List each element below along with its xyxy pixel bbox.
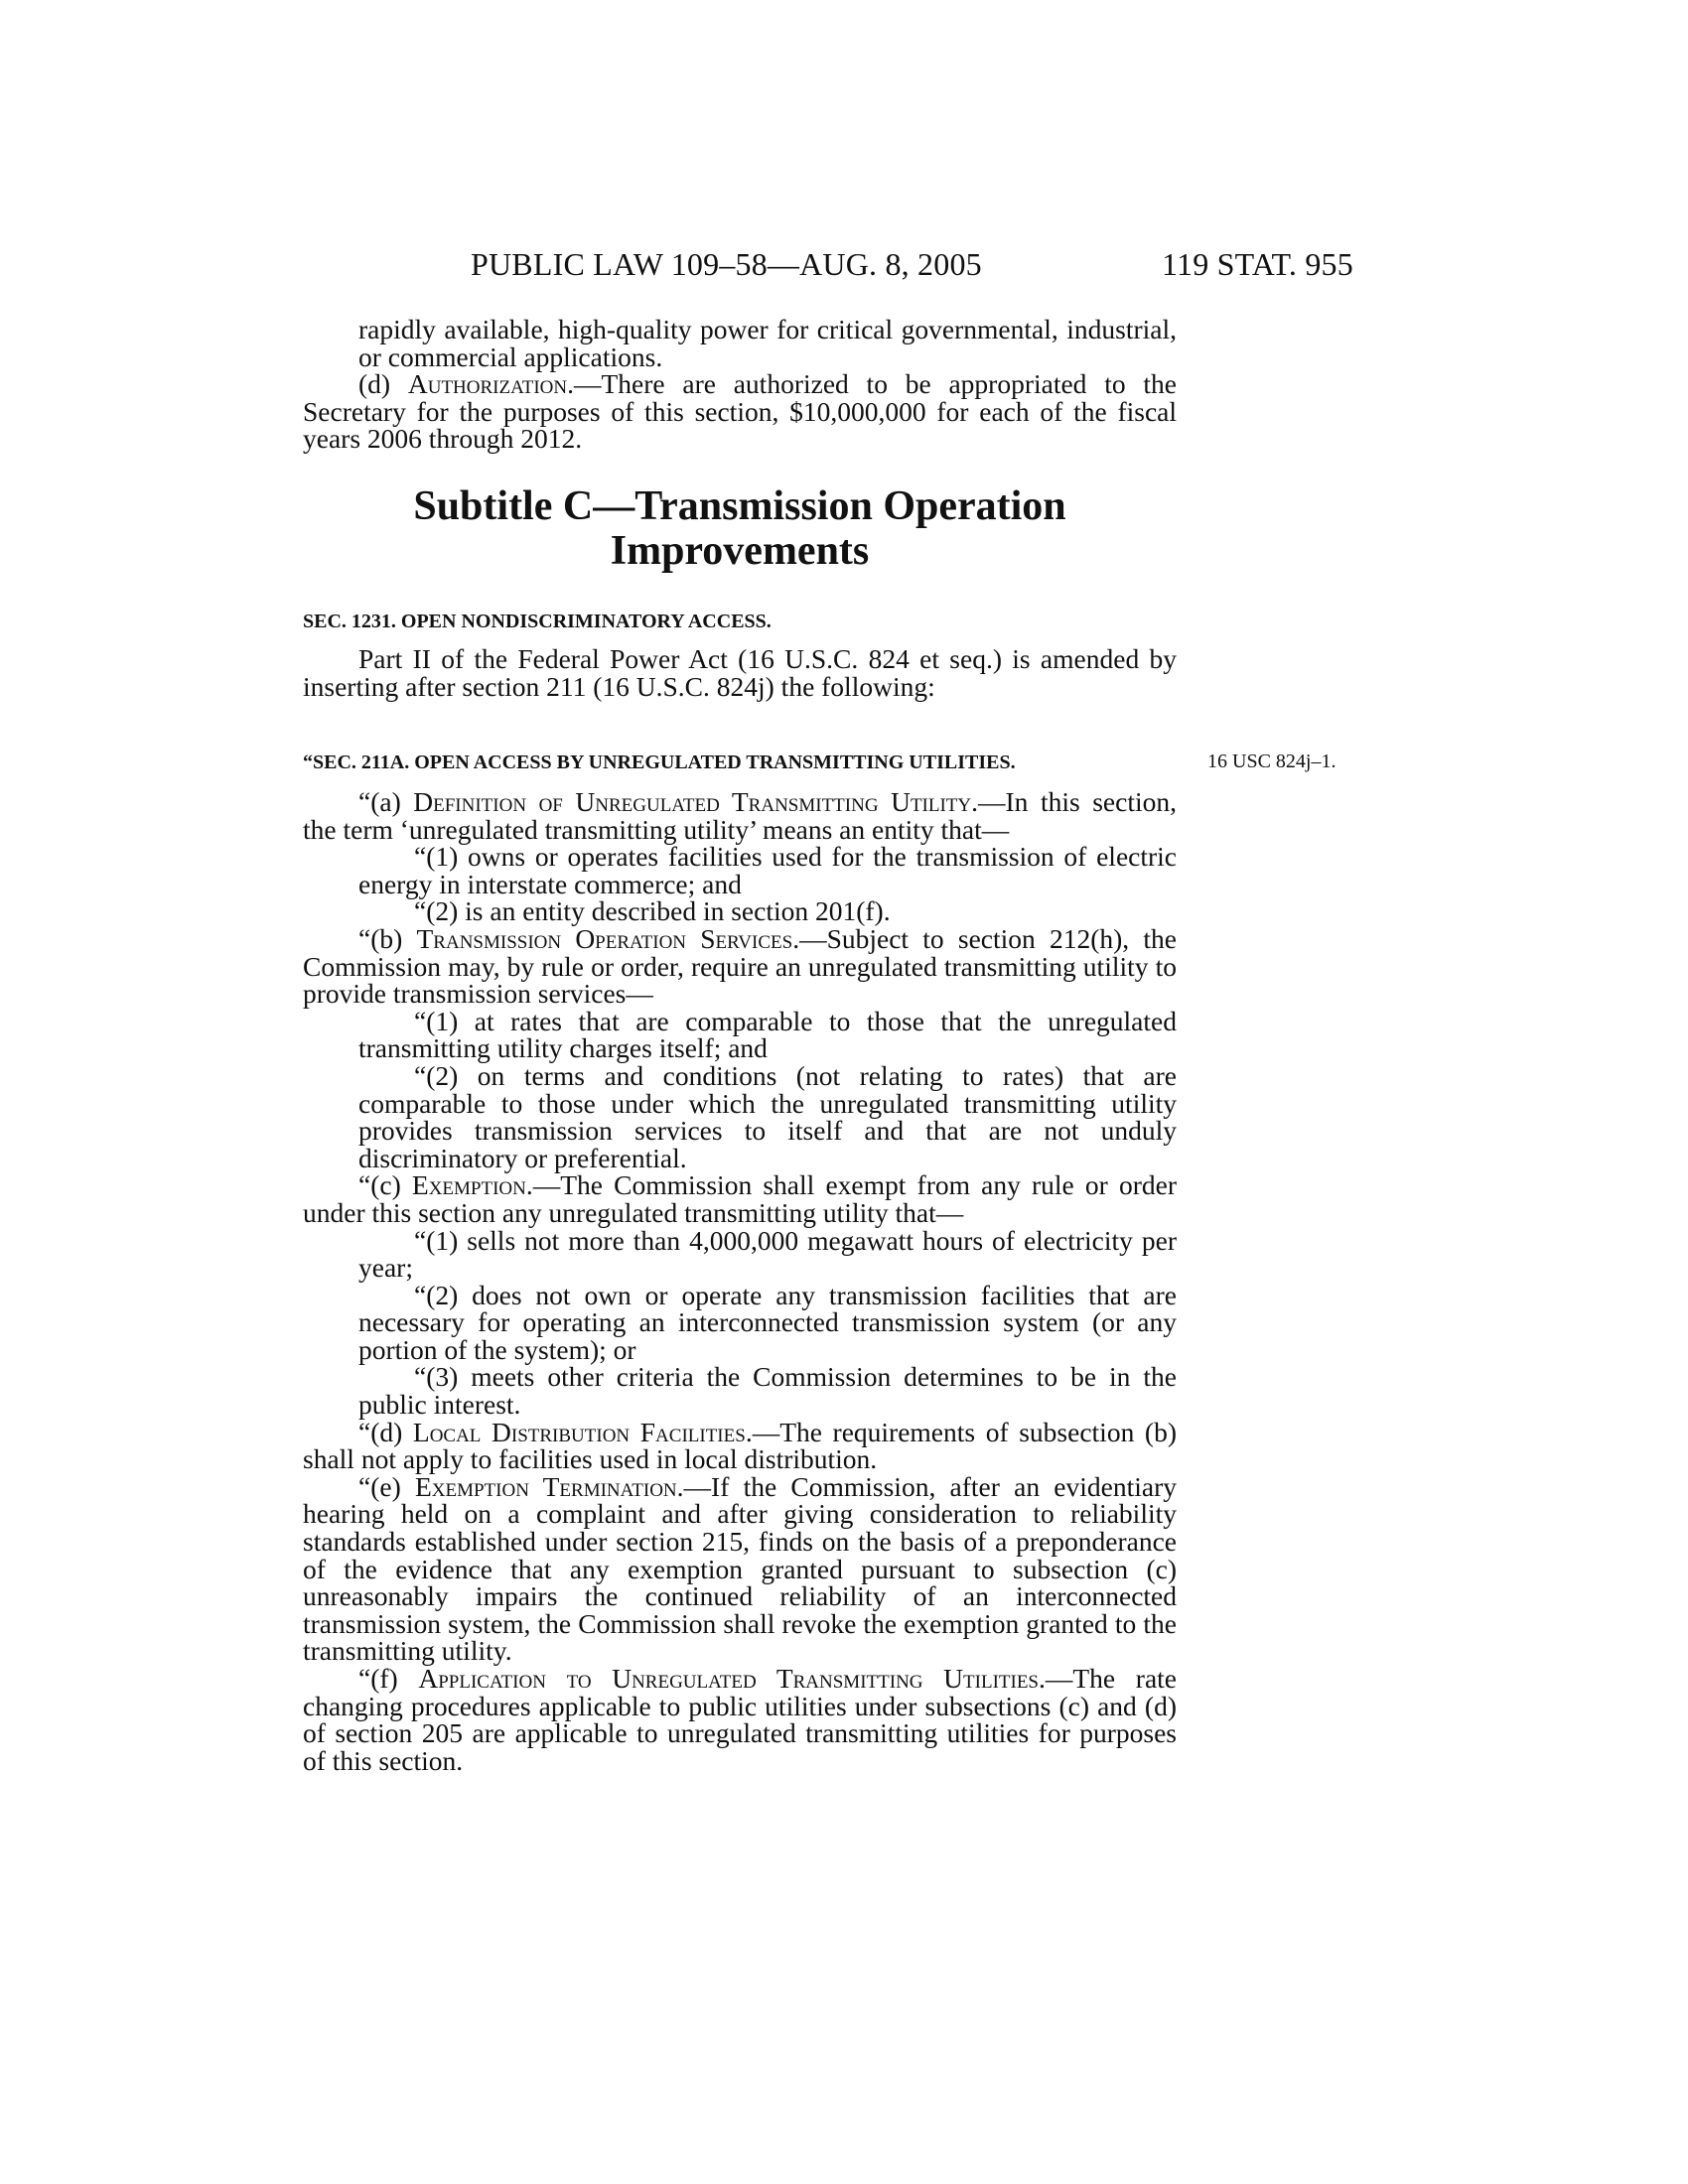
paragraph-b2: “(2) on terms and conditions (not relating to rates) that are comparable to those under which the unregulated transmitting utility provides transmission services to itself and that are not unduly discriminatory or preferential.: [358, 1059, 1177, 1173]
subtitle-line-2: Improvements: [610, 528, 870, 574]
subsection-c: “(c) Exemption.—The Commission shall exempt from any rule or order under this section any unregulated transmitting utility that—: [303, 1169, 1177, 1228]
subtitle-line-1: Subtitle C—Transmission Operation: [413, 483, 1066, 529]
subsection-d-authorization: (d) Authorization.—There are authorized to be appropriated to the Secretary for the purposes of this section, $10,000,000 for each of the fiscal years 2006 through 2012.: [303, 368, 1177, 455]
margin-citation: 16 USC 824j–1.: [1207, 751, 1336, 772]
paragraph-a1: “(1) owns or operates facilities used for the transmission of electric energy in interstate commerce; and: [358, 841, 1177, 899]
top-text-block: [303, 316, 1177, 453]
sec-1231-text: Part II of the Federal Power Act (16 U.S.C. 824 et seq.) is amended by inserting after section 211 (16 U.S.C. 824j) the following:: [303, 643, 1177, 702]
subsection-e: “(e) Exemption Termination.—If the Commission, after an evidentiary hearing held on a complaint and after giving consideration to reliability standards established under section 215, finds on the basis of a preponderance of the evidence that any exemption granted pursuant to subsection (c) unreasonably impairs the continued reliability of an interconnected transmission system, the Commission shall revoke the exemption granted to the transmitting utility.: [303, 1470, 1177, 1667]
subsection-b: “(b) Transmission Operation Services.—Subject to section 212(h), the Commission may, by rule or order, require an unregulated transmitting utility to provide transmission services—: [303, 922, 1177, 1010]
running-header-law: PUBLIC LAW 109–58—AUG. 8, 2005: [471, 246, 982, 282]
paragraph-c2: “(2) does not own or operate any transmission facilities that are necessary for operating an interconnected transmission system (or any portion of the system); or: [358, 1279, 1177, 1365]
running-header-stat-page: 119 STAT. 955: [1162, 246, 1353, 282]
subsection-d: “(d) Local Distribution Facilities.—The requirements of subsection (b) shall not apply to facilities used in local distribution.: [303, 1416, 1177, 1475]
subsection-a: “(a) Definition of Unregulated Transmitting Utility.—In this section, the term ‘unregulated transmitting utility’ means an entity that—: [303, 786, 1177, 845]
subtitle-heading: [303, 484, 1177, 574]
sec-211a-heading: “SEC. 211A. OPEN ACCESS BY UNREGULATED TRANSMITTING UTILITIES.: [303, 751, 1016, 773]
continued-paragraph: rapidly available, high-quality power for critical governmental, industrial, or commercial applications.: [358, 314, 1177, 372]
paragraph-c1: “(1) sells not more than 4,000,000 megawatt hours of electricity per year;: [358, 1224, 1177, 1284]
paragraph-c3: “(3) meets other criteria the Commission determines to be in the public interest.: [358, 1361, 1177, 1421]
subsection-f: “(f) Application to Unregulated Transmitting Utilities.—The rate changing procedures applicable to public utilities under subsections (c) and (d) of section 205 are applicable to unregulated transmitting utilities for purposes of this section.: [303, 1663, 1177, 1776]
sec-1231-heading: SEC. 1231. OPEN NONDISCRIMINATORY ACCESS.: [303, 611, 772, 632]
paragraph-b1: “(1) at rates that are comparable to those that the unregulated transmitting utility charges itself; and: [358, 1005, 1177, 1064]
paragraph-a2: “(2) is an entity described in section 201(f).: [414, 895, 891, 927]
sec-1231-block: [303, 610, 1177, 700]
sec-211a-block: [303, 751, 1177, 1774]
